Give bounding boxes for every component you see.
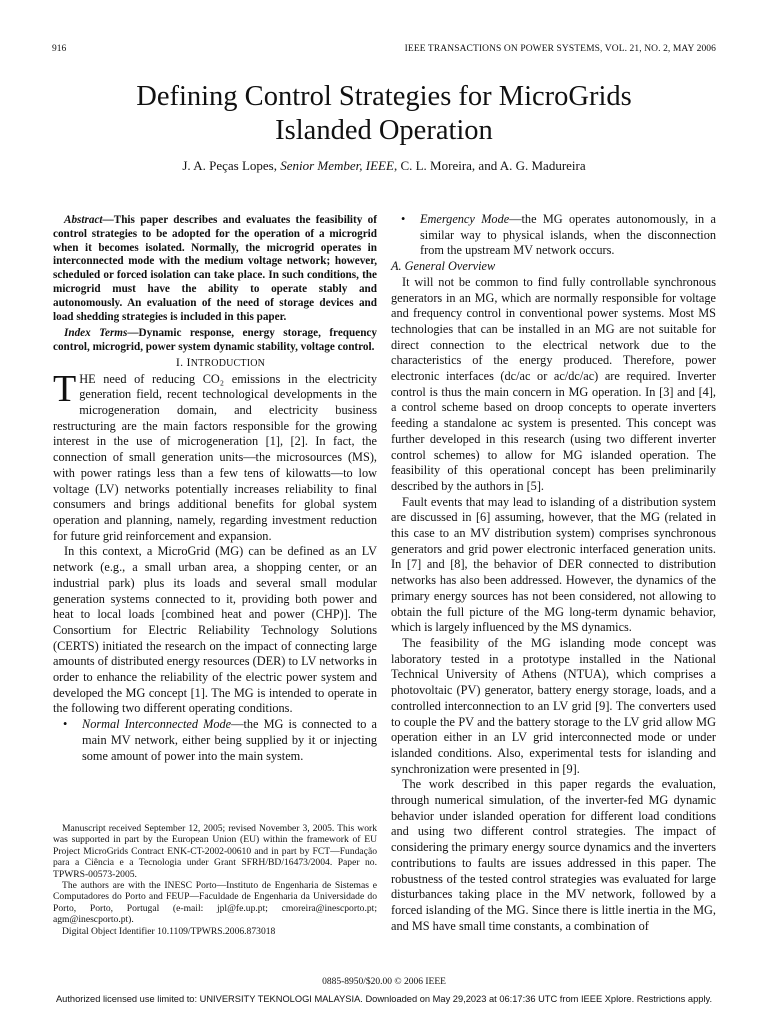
section-heading-introduction: I. INTRODUCTION [175,354,266,369]
index-terms-label: Index Terms [64,327,128,340]
left-column [53,214,377,764]
abstract-label: Abstract [64,214,103,226]
author-1-role: Senior Member, IEEE [280,158,394,173]
index-terms [53,327,377,355]
subsection-heading: A. General Overview [391,259,496,274]
abstract [53,214,377,324]
copyright-line: 0885-8950/$20.00 © 2006 IEEE [322,977,446,987]
footnote [53,823,377,937]
overview-paragraph-3: The feasibility of the MG islanding mode concept was laboratory tested in a prototype installed in the National Technical University of Athens (NTUA), which comprises a photovoltaic (PV) generator, battery energy storage, loads, and a controlled interconnection to an LV grid [9]. The converters used to couple the PV and the battery storage to the LV grid allow MG operation either in an LV grid interconnected mode or under islanded conditions. Also, experimental tests for islanding and synchronization were presented in [9]. [391,635,716,776]
running-header: IEEE TRANSACTIONS ON POWER SYSTEMS, VOL. 21, NO. 2, MAY 2006 [404,44,716,54]
abstract-text: —This paper describes and evaluates the feasibility of control strategies to be adopted for the operation of a microgrid when it becomes isolated. Normally, the microgrid operates in interconnected mode with the medium voltage network; however, scheduled or forced isolation can take place. In such conditions, the microgrid must have the ability to operate stably and autonomously. An evaluation of the need of storage devices and load shedding strategies is included in this paper. [53,214,377,323]
title-line-2: Islanded Operation [275,115,493,146]
overview-paragraph-2: Fault events that may lead to islanding of a distribution system are discussed in [6] assuming, however, that the MG (related in this case to an MV distribution system) comprises synchronous generators and grid power electronic interfaced generation units. In [7] and [8], the behavior of DER connected to distribution networks has also been addressed. However, the dynamics of the primary energy sources has not been considered, not allowing to obtain the full picture of the MG long-term dynamic behavior, which is largely influenced by the MS dynamics. [391,494,716,635]
bullet-emergency-mode: • Emergency Mode—the MG operates autonomously, in a similar way to physical islands, when the disconnection from the upstream MV network occurs. [391,212,716,259]
author-list [60,158,708,174]
author-1: J. A. Peças Lopes, [182,158,281,173]
overview-paragraph-4: The work described in this paper regards the evaluation, through numerical simulation, of the inverter-fed MG dynamic behavior under islanded operation for different load conditions and using two different control strategies. The impact of considering the primary energy source dynamics and the inverters contributions to faults are issues addressed in this paper. The robustness of the tested control strategies was evaluated for large disturbances taking place in the MV network, followed by a forced islanding of the MG. Since there is little inertia in the MG, and MS have small time constants, a combination of [391,777,716,933]
title-line-1: Defining Control Strategies for MicroGrids [136,81,632,112]
intro-paragraph-2: In this context, a MicroGrid (MG) can be defined as an LV network (e.g., a small urban area, a shopping center, or an industrial park) plus its loads and several small modular generation systems connected to it, providing both power and heat to local loads [combined heat and power (CHP)]. The Consortium for Electric Reliability Technology Solutions (CERTS) initiated the research on the impact of connecting large amounts of distributed energy resources (DER) to LV networks in order to enhance the reliability of the electric power system and developed the MG concept [1]. The MG is intended to operate in the following two different operating conditions. [53,544,377,716]
bullet-normal-mode: • Normal Interconnected Mode—the MG is connected to a main MV network, either being supplied by it or injecting some amount of power into the main system. [53,717,377,764]
right-column [391,212,716,934]
intro-paragraph-1: THE need of reducing CO₂ emissions in the electricity generation field, recent technological developments in the microgeneration domain, and electricity business restructuring are the main factors responsible for the growing interest in the use of microgeneration [1], [2]. In fact, the connection of small generation units—the microsources (MS), with power ratings less than a few tens of kilowatts—to low voltage (LV) networks potentially increases reliability to final consumers and brings additional benefits for global system operation and planning, namely, regarding investment reduction for future grid reinforcement and expansion. [53,367,377,543]
overview-paragraph-1: It will not be common to find fully controllable synchronous generators in an MG, which are normally responsible for voltage and frequency control in conventional power systems. Most MS technologies that can be installed in an MG are not suitable for direct connection to the electrical network due to the characteristics of the energy produced. Therefore, power electronic interfaces (dc/ac or ac/dc/ac) are required. Inverter control is thus the main concern in MG operation. In [3] and [4], a control scheme based on droop concepts to operate inverters feeding a standalone ac system is presented. This concept was further developed in this research (using two different inverter control schemes) to allow for MG islanded operation. The feasibility of this operational concept has been preliminarily described by the authors in [5]. [391,274,716,493]
footnote-doi: Digital Object Identifier 10.1109/TPWRS.2006.873018 [62,925,276,937]
other-authors: , C. L. Moreira, and A. G. Madureira [393,158,586,173]
index-terms-text: —Dynamic response, energy storage, frequency control, microgrid, power system dynamic stability, voltage control. [53,327,377,354]
drop-cap: T [53,367,77,410]
paper-title [60,80,708,148]
license-notice: Authorized licensed use limited to: UNIVERSITY TEKNOLOGI MALAYSIA. Downloaded on May 29,2023 at 06:17:36 UTC from IEEE Xplore. Restrictions apply. [55,994,713,1004]
page-number: 916 [52,44,67,54]
footnote-affiliation: The authors are with the INESC Porto—Instituto de Engenharia de Sistemas e Computadores do Porto and FEUP—Faculdade de Engenharia da Universidade do Porto, Porto, Portugal (e-mail: jpl@fe.up.pt; cmoreira@inescporto.pt; agm@inescporto.pt). [53,880,377,926]
footnote-manuscript: Manuscript received September 12, 2005; revised November 3, 2005. This work was supported in part by the European Union (EU) within the framework of EU Project MicroGrids Contract ENK-CT-2002-00610 and in part by FCT—Fundação para a Ciência e a Tecnologia under Grant SFRH/BD/16473/2004. Paper no. TPWRS-00573-2005. [53,823,377,880]
